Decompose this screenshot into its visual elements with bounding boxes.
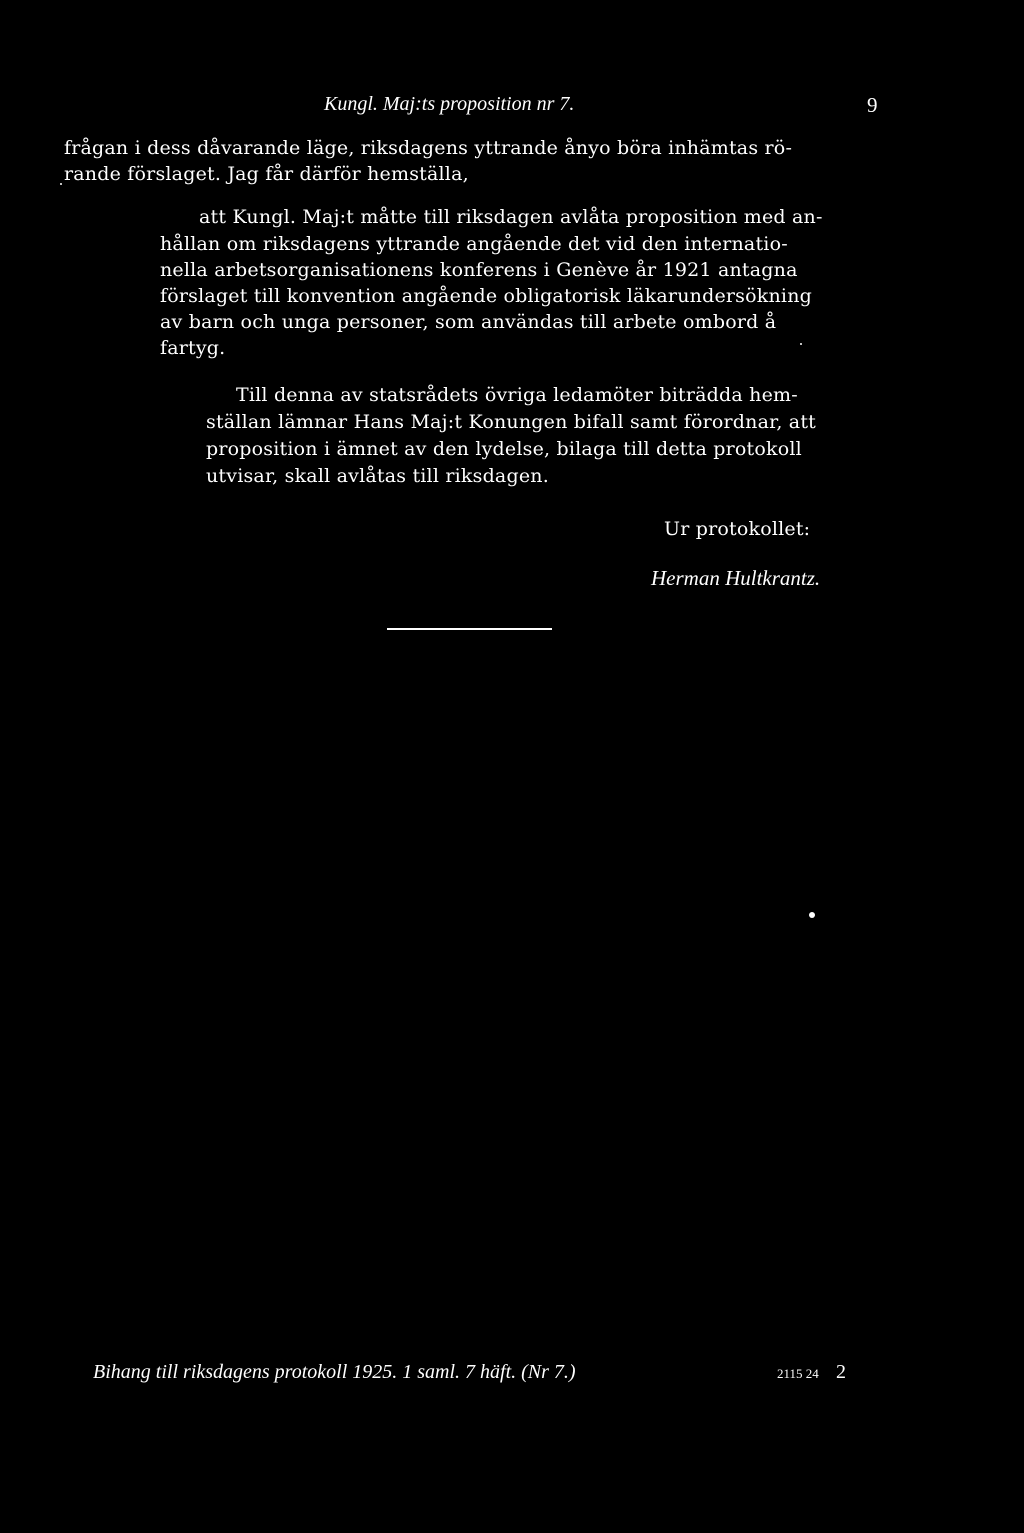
paragraph-2-line-3: nella arbetsorganisationens konferens i Genève år 1921 antagna [160,259,798,281]
paragraph-2-line-6: fartyg. [160,337,226,359]
paragraph-2-line-4: förslaget till konvention angående obligatorisk läkarundersökning [160,285,812,307]
page-number: 9 [867,93,878,117]
running-header-title: Kungl. Maj:ts proposition nr 7. [324,93,575,115]
paragraph-3-line-4: utvisar, skall avlåtas till riksdagen. [206,465,549,487]
paragraph-2-line-5: av barn och unga personer, som användas till arbete ombord å [160,311,777,333]
paragraph-2-line-1: att Kungl. Maj:t måtte till riksdagen avlåta proposition med an- [199,206,823,228]
section-divider [387,628,552,630]
scan-speck [60,183,62,185]
scan-speck [809,912,815,918]
paragraph-3-line-3: proposition i ämnet av den lydelse, bilaga till detta protokoll [206,438,802,460]
scan-speck [800,343,802,345]
paragraph-3-line-1: Till denna av statsrådets övriga ledamöter biträdda hem- [236,384,798,406]
paragraph-1-line-2: rande förslaget. Jag får därför hemställa, [64,163,469,185]
footer-print-code: 2115 24 [777,1366,819,1381]
signature-name: Herman Hultkrantz. [651,566,821,590]
footer-signature-mark: 2 [836,1361,846,1383]
footer-reference: Bihang till riksdagens protokoll 1925. 1 saml. 7 häft. (Nr 7.) [93,1361,576,1383]
paragraph-1-line-1: frågan i dess dåvarande läge, riksdagens yttrande ånyo böra inhämtas rö- [64,137,793,159]
paragraph-3-line-2: ställan lämnar Hans Maj:t Konungen bifall samt förordnar, att [206,411,817,433]
paragraph-2-line-2: hållan om riksdagens yttrande angående det vid den internatio- [160,233,788,255]
signature-label: Ur protokollet: [664,518,811,540]
